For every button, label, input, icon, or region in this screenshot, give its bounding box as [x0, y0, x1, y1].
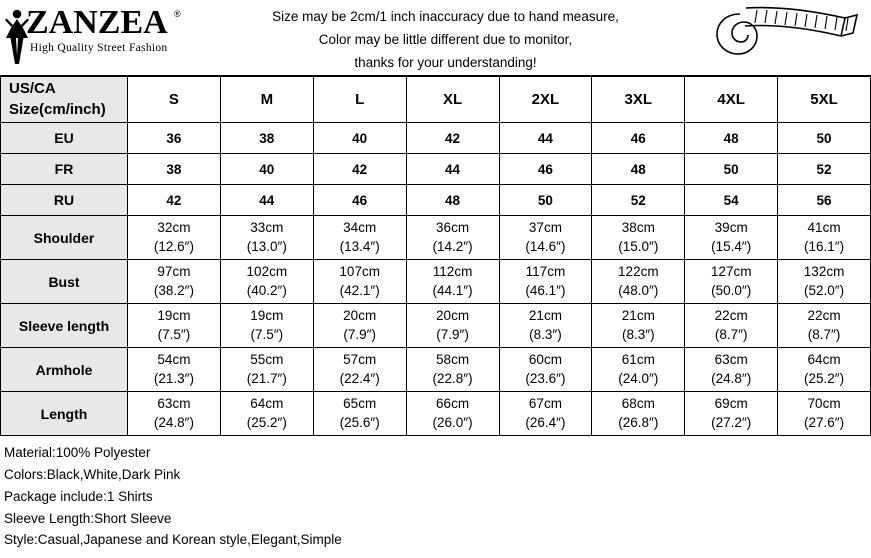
size-header-l: L	[313, 77, 406, 123]
table-row	[1, 260, 871, 304]
cell-fr-3xl: 48	[592, 154, 685, 185]
table-row	[1, 348, 871, 392]
cell-eu-5xl: 50	[778, 123, 871, 154]
table-row	[1, 392, 871, 436]
cell-ru-xl: 48	[406, 185, 499, 216]
cell-bust-3xl	[592, 260, 685, 304]
cell-length-4xl	[685, 392, 778, 436]
value-inch: (26.4″)	[525, 414, 566, 430]
cell-ru-l: 46	[313, 185, 406, 216]
cell-bust-xl	[406, 260, 499, 304]
cell-shoulder-3xl	[592, 216, 685, 260]
size-header-xl: XL	[406, 77, 499, 123]
size-header-m: M	[220, 77, 313, 123]
table-row	[1, 216, 871, 260]
cell-sleeve-5xl	[778, 304, 871, 348]
measurement-notice	[190, 5, 701, 75]
detail-material: Material:100% Polyester	[4, 445, 151, 460]
value-cm: 67cm	[528, 395, 562, 411]
corner-label-line2: Size(cm/inch)	[9, 100, 106, 118]
value-cm: 64cm	[250, 395, 284, 411]
value-cm: 57cm	[343, 351, 377, 367]
detail-style: Style:Casual,Japanese and Korean style,Elegant,Simple	[4, 532, 342, 548]
value-cm: 21cm	[528, 307, 562, 323]
cell-armhole-s	[128, 348, 221, 392]
value-inch: (13.4″)	[339, 238, 380, 254]
row-label-ru: RU	[1, 185, 128, 216]
cell-sleeve-xl	[406, 304, 499, 348]
value-inch: (15.4″)	[711, 238, 752, 254]
value-inch: (7.9″)	[436, 326, 469, 342]
cell-bust-4xl	[685, 260, 778, 304]
cell-sleeve-2xl	[499, 304, 592, 348]
value-cm: 64cm	[807, 351, 841, 367]
value-inch: (50.0″)	[711, 282, 752, 298]
value-inch: (44.1″)	[432, 282, 473, 298]
cell-bust-2xl	[499, 260, 592, 304]
value-inch: (25.2″)	[246, 414, 287, 430]
value-cm: 107cm	[339, 263, 380, 279]
cell-sleeve-3xl	[592, 304, 685, 348]
cell-eu-4xl: 48	[685, 123, 778, 154]
value-inch: (42.1″)	[339, 282, 380, 298]
table-row	[1, 154, 871, 185]
value-cm: 70cm	[807, 395, 841, 411]
value-inch: (38.2″)	[153, 282, 194, 298]
cell-shoulder-l	[313, 216, 406, 260]
cell-armhole-l	[313, 348, 406, 392]
cell-ru-m: 44	[220, 185, 313, 216]
row-label-length: Length	[1, 392, 128, 436]
value-inch: (8.7″)	[807, 326, 841, 342]
value-cm: 132cm	[803, 263, 845, 279]
cell-bust-l	[313, 260, 406, 304]
value-cm: 69cm	[714, 395, 748, 411]
value-cm: 37cm	[528, 219, 562, 235]
value-inch: (8.3″)	[529, 326, 562, 342]
value-inch: (22.8″)	[432, 370, 473, 386]
cell-armhole-3xl	[592, 348, 685, 392]
cell-length-5xl	[778, 392, 871, 436]
value-cm: 39cm	[714, 219, 748, 235]
corner-label-line1: US/CA	[9, 80, 56, 98]
cell-ru-4xl: 54	[685, 185, 778, 216]
brand-tagline: High Quality Street Fashion	[30, 42, 168, 54]
value-cm: 68cm	[621, 395, 655, 411]
size-header-s: S	[128, 77, 221, 123]
value-cm: 20cm	[343, 307, 377, 323]
value-inch: (27.6″)	[804, 414, 845, 430]
cell-fr-4xl: 50	[685, 154, 778, 185]
value-cm: 58cm	[436, 351, 470, 367]
cell-armhole-2xl	[499, 348, 592, 392]
brand-logo	[0, 2, 190, 74]
value-inch: (22.4″)	[339, 370, 380, 386]
value-inch: (14.2″)	[432, 238, 473, 254]
cell-shoulder-s	[128, 216, 221, 260]
row-label-sleeve-length: Sleeve length	[1, 304, 128, 348]
value-cm: 122cm	[618, 263, 659, 279]
cell-shoulder-m	[220, 216, 313, 260]
value-inch: (24.0″)	[618, 370, 659, 386]
value-cm: 36cm	[436, 219, 470, 235]
cell-length-3xl	[592, 392, 685, 436]
value-inch: (12.6″)	[153, 238, 194, 254]
table-row	[1, 304, 871, 348]
value-inch: (24.8″)	[153, 414, 194, 430]
cell-armhole-xl	[406, 348, 499, 392]
cell-eu-3xl: 46	[592, 123, 685, 154]
value-inch: (24.8″)	[711, 370, 752, 386]
brand-name: ZANZEA	[26, 4, 168, 41]
value-inch: (25.6″)	[339, 414, 380, 430]
cell-sleeve-4xl	[685, 304, 778, 348]
value-inch: (25.2″)	[804, 370, 845, 386]
cell-eu-l: 40	[313, 123, 406, 154]
row-label-fr: FR	[1, 154, 128, 185]
value-inch: (48.0″)	[618, 282, 659, 298]
value-cm: 127cm	[710, 263, 752, 279]
value-inch: (52.0″)	[804, 282, 845, 298]
cell-sleeve-l	[313, 304, 406, 348]
cell-fr-2xl: 46	[499, 154, 592, 185]
value-cm: 21cm	[621, 307, 655, 323]
value-cm: 22cm	[807, 307, 841, 323]
row-label-armhole: Armhole	[1, 348, 128, 392]
size-table	[0, 76, 871, 436]
value-cm: 55cm	[250, 351, 284, 367]
cell-length-m	[220, 392, 313, 436]
table-row	[1, 185, 871, 216]
cell-length-l	[313, 392, 406, 436]
cell-armhole-5xl	[778, 348, 871, 392]
value-cm: 112cm	[432, 263, 473, 279]
cell-shoulder-2xl	[499, 216, 592, 260]
cell-ru-2xl: 50	[499, 185, 592, 216]
cell-eu-xl: 42	[406, 123, 499, 154]
cell-eu-2xl: 44	[499, 123, 592, 154]
cell-ru-3xl: 52	[592, 185, 685, 216]
cell-fr-m: 40	[220, 154, 313, 185]
cell-length-xl	[406, 392, 499, 436]
value-cm: 60cm	[528, 351, 562, 367]
value-cm: 54cm	[157, 351, 191, 367]
notice-line-3: thanks for your understanding!	[354, 55, 537, 71]
notice-line-1: Size may be 2cm/1 inch inaccuracy due to hand measure,	[272, 9, 619, 24]
notice-line-2: Color may be little different due to monitor,	[318, 32, 573, 48]
size-header-5xl: 5XL	[778, 77, 871, 123]
cell-bust-5xl	[778, 260, 871, 304]
value-cm: 63cm	[157, 395, 191, 411]
product-details	[0, 436, 871, 551]
cell-fr-xl: 44	[406, 154, 499, 185]
measuring-tape-icon	[705, 2, 865, 72]
cell-length-2xl	[499, 392, 592, 436]
value-cm: 20cm	[436, 307, 470, 323]
value-cm: 19cm	[250, 307, 284, 323]
value-inch: (13.0″)	[246, 238, 287, 254]
cell-fr-s: 38	[128, 154, 221, 185]
cell-fr-l: 42	[313, 154, 406, 185]
value-inch: (7.9″)	[343, 326, 376, 342]
value-inch: (46.1″)	[525, 282, 566, 298]
value-inch: (8.3″)	[622, 326, 655, 342]
value-cm: 61cm	[621, 351, 655, 367]
value-cm: 38cm	[621, 219, 655, 235]
cell-armhole-4xl	[685, 348, 778, 392]
cell-bust-s	[128, 260, 221, 304]
row-label-eu: EU	[1, 123, 128, 154]
value-inch: (21.3″)	[153, 370, 194, 386]
cell-sleeve-s	[128, 304, 221, 348]
table-row	[1, 123, 871, 154]
registered-mark: ®	[174, 9, 181, 19]
detail-colors: Colors:Black,White,Dark Pink	[4, 466, 181, 482]
detail-sleeve-length: Sleeve Length:Short Sleeve	[4, 510, 172, 526]
table-corner-label	[1, 77, 128, 123]
value-inch: (16.1″)	[804, 238, 845, 254]
cell-shoulder-4xl	[685, 216, 778, 260]
value-cm: 66cm	[436, 395, 470, 411]
size-header-3xl: 3XL	[592, 77, 685, 123]
cell-sleeve-m	[220, 304, 313, 348]
row-label-shoulder: Shoulder	[1, 216, 128, 260]
value-cm: 34cm	[343, 219, 377, 235]
value-cm: 22cm	[714, 307, 748, 323]
cell-bust-m	[220, 260, 313, 304]
header	[0, 0, 871, 76]
value-cm: 63cm	[714, 351, 748, 367]
value-cm: 102cm	[246, 263, 288, 279]
cell-shoulder-xl	[406, 216, 499, 260]
value-inch: (40.2″)	[246, 282, 287, 298]
value-inch: (7.5″)	[250, 326, 284, 342]
value-inch: (26.0″)	[432, 414, 473, 430]
cell-ru-s: 42	[128, 185, 221, 216]
value-cm: 97cm	[157, 263, 191, 279]
value-cm: 117cm	[525, 263, 566, 279]
value-inch: (26.8″)	[618, 414, 659, 430]
detail-package: Package include:1 Shirts	[4, 488, 153, 504]
cell-eu-s: 36	[128, 123, 221, 154]
size-header-4xl: 4XL	[685, 77, 778, 123]
value-inch: (14.6″)	[525, 238, 566, 254]
size-header-2xl: 2XL	[499, 77, 592, 123]
value-cm: 32cm	[157, 219, 191, 235]
cell-fr-5xl: 52	[778, 154, 871, 185]
value-inch: (23.6″)	[525, 370, 566, 386]
table-header-row	[1, 77, 871, 123]
value-inch: (21.7″)	[246, 370, 287, 386]
value-cm: 65cm	[343, 395, 377, 411]
cell-ru-5xl: 56	[778, 185, 871, 216]
value-cm: 33cm	[250, 219, 284, 235]
value-cm: 41cm	[807, 219, 841, 235]
value-inch: (8.7″)	[714, 326, 748, 342]
cell-length-s	[128, 392, 221, 436]
value-inch: (27.2″)	[711, 414, 752, 430]
cell-eu-m: 38	[220, 123, 313, 154]
value-inch: (7.5″)	[157, 326, 191, 342]
value-cm: 19cm	[157, 307, 191, 323]
cell-shoulder-5xl	[778, 216, 871, 260]
row-label-bust: Bust	[1, 260, 128, 304]
value-inch: (15.0″)	[618, 238, 659, 254]
cell-armhole-m	[220, 348, 313, 392]
